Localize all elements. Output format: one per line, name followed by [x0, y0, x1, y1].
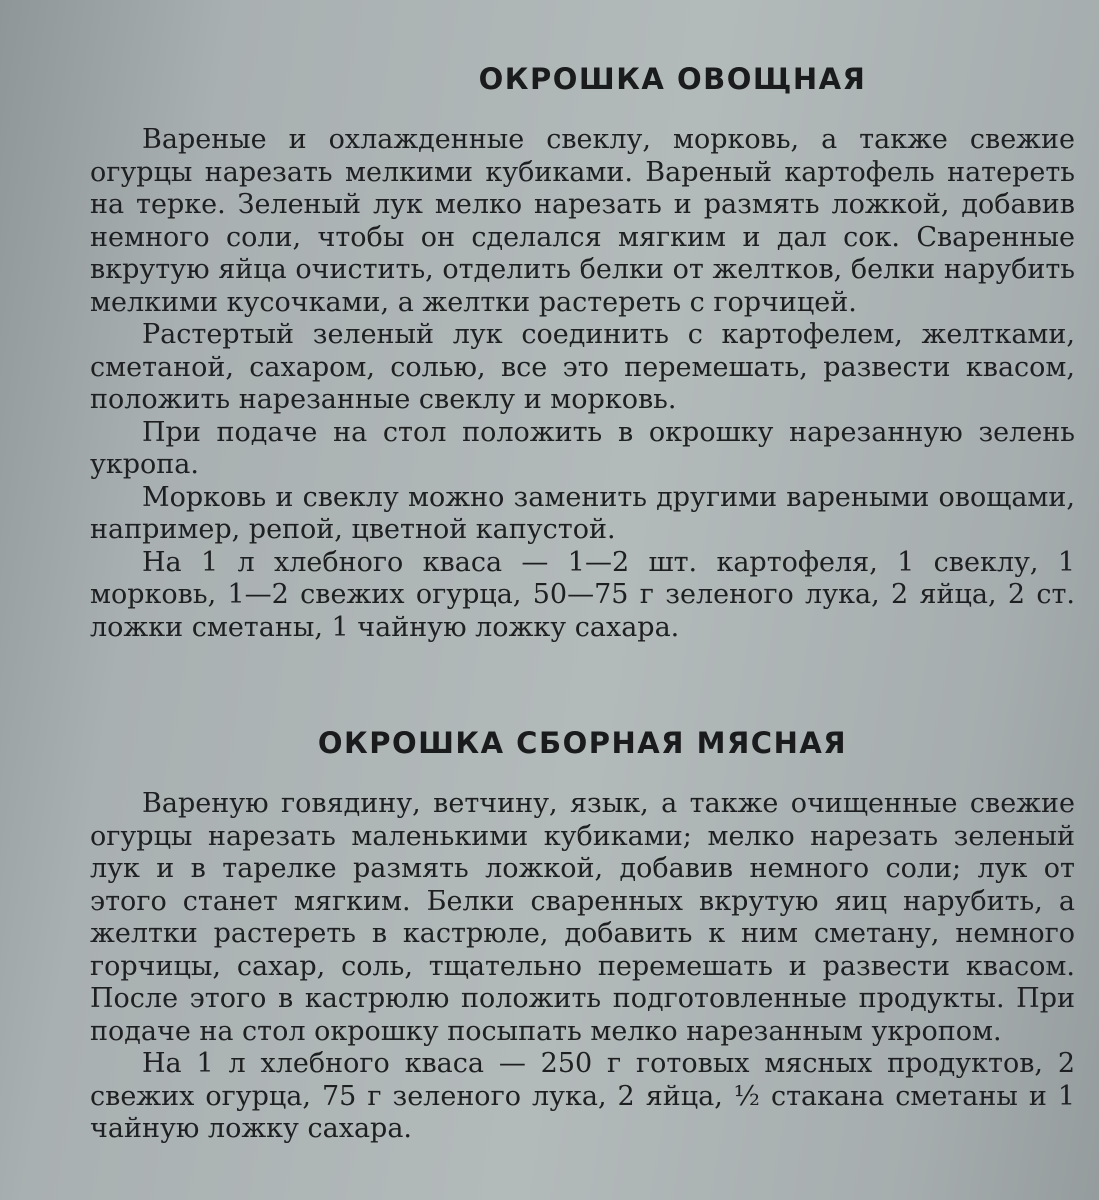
recipe-paragraph: Морковь и свеклу можно заменить другими вареными овощами, например, репой, цветной капустой. [90, 481, 1075, 545]
recipe-paragraph: Вареные и охлажденные свеклу, морковь, а также свежие огурцы нарезать мелкими кубиками. Вареный картофель натереть на терке. Зеленый лук мелко нарезать и размять ложкой, добавив немного соли, чтобы он сделался мягким и дал сок. Сваренные вкрутую яйца очистить, отделить белки от желтков, белки нарубить мелкими кусочками, а желтки растереть с горчицей. [90, 124, 1075, 318]
recipe-ingredients: На 1 л хлебного кваса — 250 г готовых мясных продуктов, 2 свежих огурца, 75 г зеленого лука, 2 яйца, ½ стакана сметаны и 1 чайную ложку сахара. [90, 1048, 1075, 1144]
recipe-paragraph: Вареную говядину, ветчину, язык, а также очищенные свежие огурцы нарезать маленькими кубиками; мелко нарезать зеленый лук и в тарелке размять ложкой, добавив немного соли; лук от этого станет мягким. Белки сваренных вкрутую яиц нарубить, а желтки растереть в кастрюле, добавить к ним сметану, немного горчицы, сахар, соль, тщательно перемешать и развести квасом. После этого в кастрюлю положить подготовленные продукты. При подаче на стол окрошку посыпать мелко нарезанным укропом. [90, 788, 1075, 1047]
recipe-paragraph: Растертый зеленый лук соединить с картофелем, желтками, сметаной, сахаром, солью, все это перемешать, развести квасом, положить нарезанные свеклу и морковь. [90, 319, 1075, 415]
recipe-paragraph: При подаче на стол положить в окрошку нарезанную зелень укропа. [90, 416, 1075, 480]
recipe-title: ОКРОШКА ОВОЩНАЯ [478, 62, 867, 96]
recipe-title: ОКРОШКА СБОРНАЯ МЯСНАЯ [317, 726, 848, 760]
recipe-vegetable-okroshka [90, 62, 1075, 644]
recipe-ingredients: На 1 л хлебного кваса — 1—2 шт. картофеля, 1 свеклу, 1 морковь, 1—2 свежих огурца, 50—75 г зеленого лука, 2 яйца, 2 ст. ложки сметаны, 1 чайную ложку сахара. [90, 546, 1075, 643]
recipe-meat-okroshka [90, 726, 1075, 1146]
